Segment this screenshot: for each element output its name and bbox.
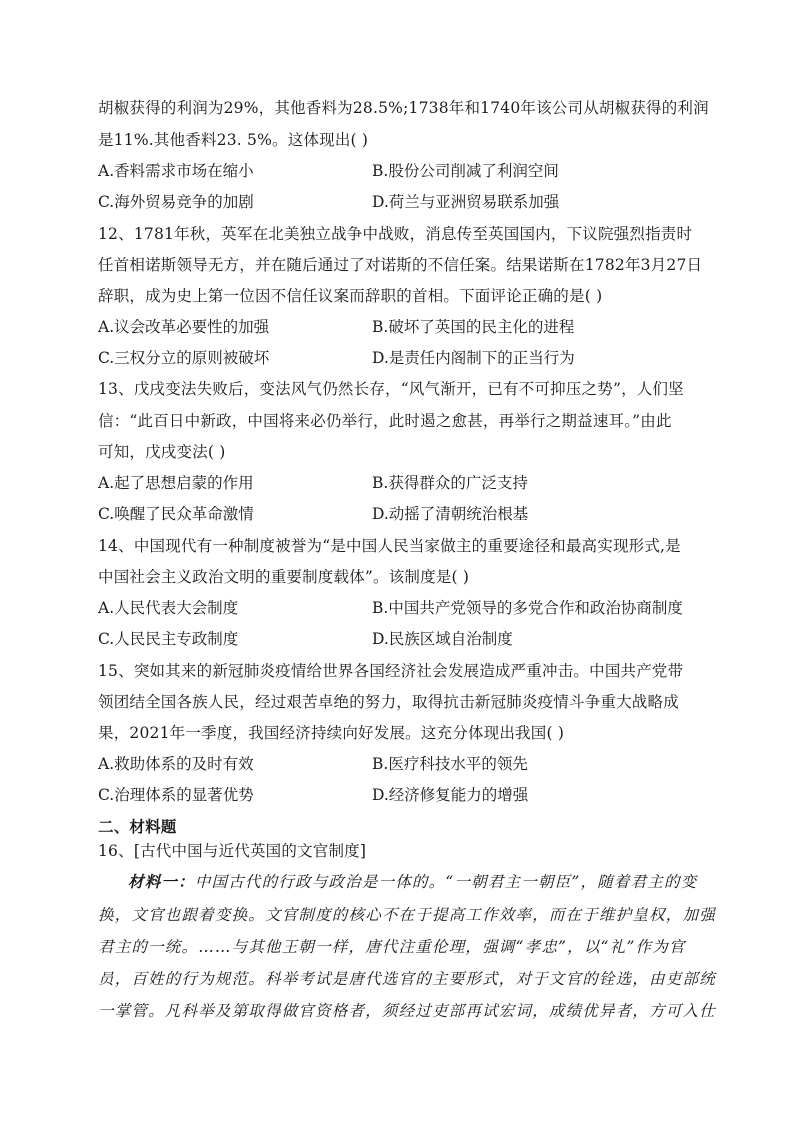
q11-option-a: A.香料需求市场在缩小 [98,162,254,180]
q15-option-b: B.医疗科技水平的领先 [372,755,528,773]
q13-option-c: C.唤醒了民众革命激情 [98,505,254,523]
q12-text-line-2: 任首相诺斯领导无方，并在随后通过了对诺斯的不信任案。结果诺斯在1782年3月27日 [98,256,703,274]
q15-option-a: A.救助体系的及时有效 [98,755,254,773]
q16-material-line-3: 君主的一统。……与其他王朝一样，唐代注重伦理，强调“孝忠”，以“礼”作为官 [98,938,686,956]
q15-option-d: D.经济修复能力的增强 [372,786,529,804]
q13-text-line-1: 13、戊戌变法失败后，变法风气仍然长存，“风气渐开，已有不可抑压之势”，人们坚 [98,380,684,398]
q14-option-a: A.人民代表大会制度 [98,599,239,617]
q12-text-line-3: 辞职，成为史上第一位因不信任议案而辞职的首相。下面评论正确的是( ) [98,287,603,305]
q13-text-line-3: 可知，戊戌变法( ) [98,443,226,461]
q15-text-line-3: 果，2021年一季度，我国经济持续向好发展。这充分体现出我国( ) [98,724,565,742]
q11-option-c: C.海外贸易竞争的加剧 [98,193,254,211]
q12-option-d: D.是责任内阁制下的正当行为 [372,349,575,367]
q16-material-text-1: 中国古代的行政与政治是一体的。“一朝君主一朝臣”，随着君主的变 [194,873,698,891]
q13-text-line-2: 信：“此百日中新政，中国将来必仍举行，此时遏之愈甚，再举行之期益速耳。”由此 [98,412,672,430]
q16-material-line-2: 换，文官也跟着变换。文官制度的核心不在于提高工作效率，而在于维护皇权，加强 [98,906,716,924]
q14-option-b: B.中国共产党领导的多党合作和政治协商制度 [372,599,683,617]
q15-option-c: C.治理体系的显著优势 [98,786,254,804]
q16-material-line-1 [128,870,697,892]
q12-option-b: B.破坏了英国的民主化的进程 [372,318,575,336]
q12-option-a: A.议会改革必要性的加强 [98,318,270,336]
q15-text-line-1: 15、突如其来的新冠肺炎疫情给世界各国经济社会发展造成严重冲击。中国共产党带 [98,662,684,680]
q14-option-c: C.人民民主专政制度 [98,630,239,648]
q12-text-line-1: 12、1781年秋，英军在北美独立战争中战败，消息传至英国国内，下议院强烈指责时 [98,225,693,243]
q15-text-line-2: 领团结全国各族人民，经过艰苦卓绝的努力，取得抗击新冠肺炎疫情斗争重大战略成 [98,693,679,711]
q14-text-line-2: 中国社会主义政治文明的重要制度载体”。该制度是( ) [98,568,470,586]
q16-material-label: 材料一： [128,872,195,891]
q11-text-line-2: 是11%.其他香料23. 5%。这体现出( ) [98,131,369,149]
q16-material-line-4: 员，百姓的行为规范。科举考试是唐代选官的主要形式，对于文官的铨选，由吏部统 [98,970,716,988]
q16-material-line-5: 一掌管。凡科举及第取得做官资格者，须经过吏部再试宏词，成绩优异者，方可入仕 [98,1002,716,1020]
section-heading: 二、材料题 [98,817,177,836]
q14-text-line-1: 14、中国现代有一种制度被誉为“是中国人民当家做主的重要途径和最高实现形式,是 [98,537,681,555]
q11-option-d: D.荷兰与亚洲贸易联系加强 [372,193,560,211]
q11-text-line-1: 胡椒获得的利润为29%，其他香料为28.5%;1738年和1740年该公司从胡椒获得的利润 [98,99,709,117]
q14-option-d: D.民族区域自治制度 [372,630,513,648]
q13-option-b: B.获得群众的广泛支持 [372,474,528,492]
q13-option-a: A.起了思想启蒙的作用 [98,474,254,492]
q13-option-d: D.动摇了清朝统治根基 [372,505,529,523]
q12-option-c: C.三权分立的原则被破坏 [98,349,270,367]
q11-option-b: B.股份公司削减了利润空间 [372,162,559,180]
q16-title: 16、[古代中国与近代英国的文官制度] [98,842,367,860]
